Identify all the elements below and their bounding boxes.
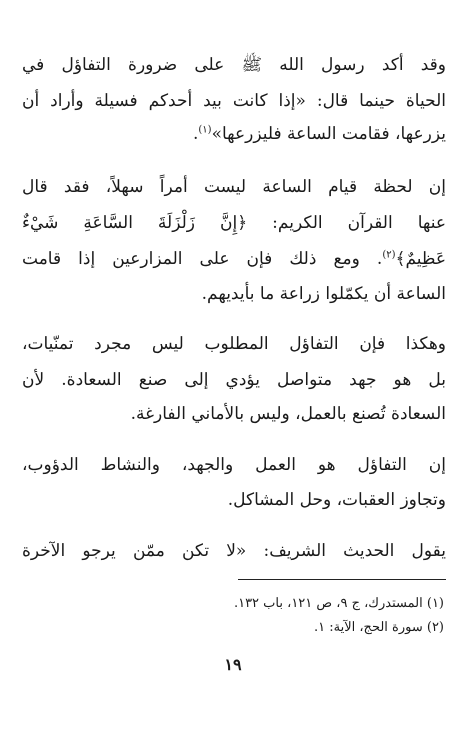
paragraph-2-line-3	[22, 246, 446, 272]
paragraph-1-line-3: يزرعها، فقامت الساعة فليزرعها»$^{(١)}$.	[192, 124, 446, 144]
paragraph-3-line-1: وهكذا فإن التفاؤل المطلوب ليس مجرد تمنّيات،	[22, 334, 446, 354]
paragraph-2-line-3-verse-end: عَظِيمٌ﴾	[395, 249, 446, 269]
footnote-1: (١) المستدرك، ج ٩، ص ١٢١، باب ١٣٢.	[233, 596, 444, 611]
paragraph-4-line-1: إن التفاؤل هو العمل والجهد، والنشاط الدؤوب،	[22, 455, 446, 475]
paragraph-1-line-3-text: يزرعها، فقامت الساعة فليزرعها»	[211, 124, 446, 144]
paragraph-1-line-1: وقد أكد رسول الله ﷺ على ضرورة التفاؤل في	[22, 55, 446, 75]
footnote-ref-2: (٢)	[382, 249, 396, 261]
paragraph-3-line-2: بل هو جهد متواصل يؤدي إلى صنع السعادة. لأن	[22, 370, 446, 390]
paragraph-2-line-1: إن لحظة قيام الساعة ليست أمراً سهلاً، فقد قال	[22, 177, 446, 197]
paragraph-2-line-2: عنها القرآن الكريم: ﴿إِنَّ زَلْزَلَةَ السَّاعَةِ شَيْءٌ	[22, 213, 446, 233]
paragraph-3-line-3: السعادة تُصنع بالعمل، وليس بالأماني الفارغة.	[130, 404, 446, 424]
paragraph-4-line-2: وتجاوز العقبات، وحل المشاكل.	[227, 490, 446, 510]
paragraph-5-line-1: يقول الحديث الشريف: «لا تكن ممّن يرجو الآخرة	[22, 541, 446, 561]
footnote-2: (٢) سورة الحج، الآية: ١.	[313, 620, 444, 635]
page-number: ١٩	[224, 655, 242, 674]
paragraph-2-line-4: الساعة أن يكمّلوا زراعة ما بأيديهم.	[201, 284, 446, 304]
footnote-ref-1: (١)	[198, 124, 212, 136]
footnote-separator	[238, 579, 446, 580]
paragraph-2-line-3-rest: . ومع ذلك فإن على المزارعين إذا قامت	[22, 249, 383, 269]
paragraph-1-line-2: الحياة حينما قال: «إذا كانت بيد أحدكم فسيلة وأراد أن	[22, 91, 446, 111]
